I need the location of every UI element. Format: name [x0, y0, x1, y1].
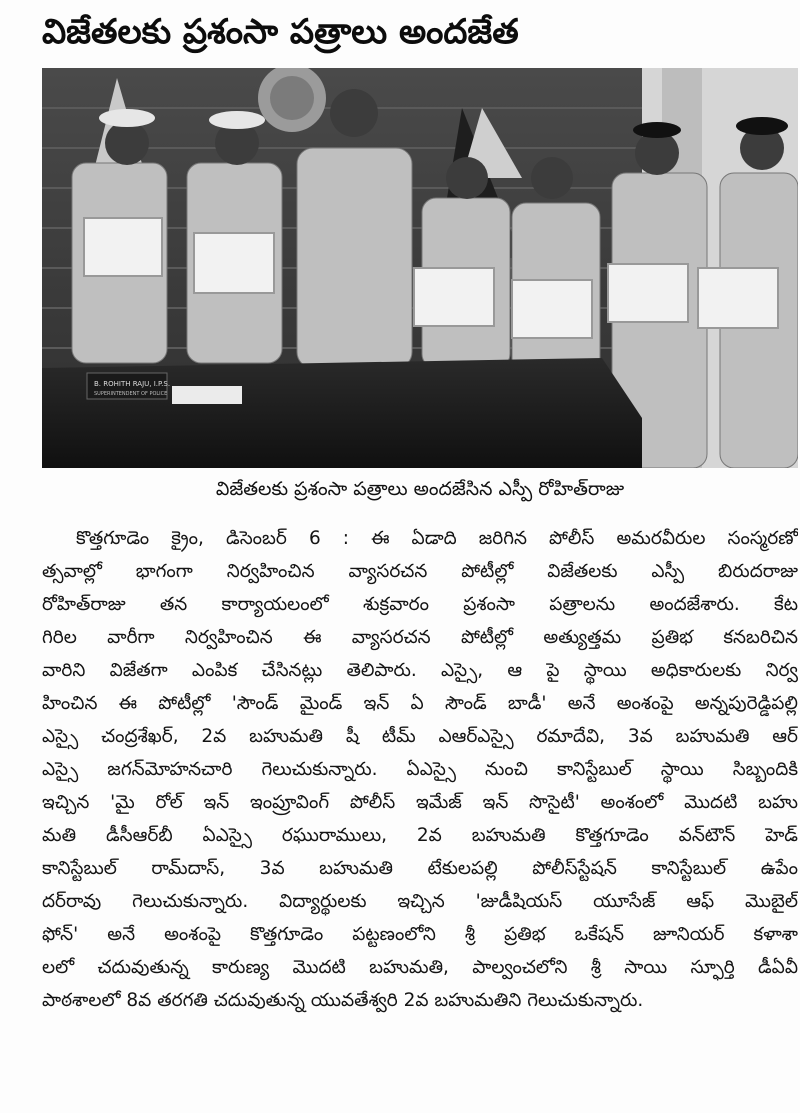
article-line: రోహిత్‌రాజు తన కార్యాయలంలో శుక్రవారం ప్రశంసా పత్రాలను అందజేశారు. కేట	[42, 594, 798, 615]
article-line: కానిస్టేబుల్ రామ్‌దాస్, 3వ బహుమతి టేకులపల్లి పోలీస్‌స్టేషన్ కానిస్టేబుల్ ఉపేం	[42, 858, 798, 879]
headline: విజేతలకు ప్రశంసా పత్రాలు అందజేత	[42, 12, 519, 52]
group-photo	[42, 68, 798, 468]
article-line: దర్‌రావు గెలుచుకున్నారు. విద్యార్థులకు ఇచ్చిన 'జుడీషియస్ యూసేజ్ ఆఫ్ మొబైల్	[42, 891, 798, 912]
article-line: గిరిల వారీగా నిర్వహించిన ఈ వ్యాసరచన పోటీల్లో అత్యుత్తమ ప్రతిభ కనబరిచిన	[42, 627, 798, 648]
article-body	[42, 522, 798, 1017]
article-line: కొత్తగూడెం క్రైం, డిసెంబర్ 6 : ఈ ఏడాది జరిగిన పోలీస్ అమరవీరుల సంస్మరణో	[76, 528, 798, 549]
article-line: వారిని విజేతగా ఎంపిక చేసినట్లు తెలిపారు. ఎస్సై, ఆ పై స్థాయి అధికారులకు నిర్వ	[42, 660, 798, 681]
nameplate-subtext: SUPERINTENDENT OF POLICE	[94, 391, 168, 397]
group-photo-icon	[42, 68, 798, 468]
photo-caption: విజేతలకు ప్రశంసా పత్రాలు అందజేసిన ఎస్పీ రోహిత్‌రాజు	[215, 478, 625, 500]
article-line: త్సవాల్లో భాగంగా నిర్వహించిన వ్యాసరచన పోటీల్లో విజేతలకు ఎస్పీ బిరుదరాజు	[42, 561, 798, 582]
article-line: హించిన ఈ పోటీల్లో 'సౌండ్ మైండ్ ఇన్ ఏ సౌండ్ బాడీ' అనే అంశంపై అన్నపురెడ్డిపల్లి	[42, 693, 798, 714]
nameplate-text: B. ROHITH RAJU, I.P.S.	[94, 380, 171, 388]
article-line: ఫోన్' అనే అంశంపై కొత్తగూడెం పట్టణంలోని శ్రీ ప్రతిభ ఒకేషన్ జూనియర్ కళాశా	[42, 924, 798, 945]
article-line: మతి డీసీఆర్‌బీ ఏఎస్సై రఘురాములు, 2వ బహుమతి కొత్తగూడెం వన్‌టౌన్ హెడ్	[42, 825, 798, 846]
article-line: ఇచ్చిన 'మై రోల్ ఇన్ ఇంప్రూవింగ్ పోలీస్ ఇమేజ్ ఇన్ సొసైటీ' అంశంలో మొదటి బహు	[42, 792, 798, 813]
article-line: లలో చదువుతున్న కారుణ్య మొదటి బహుమతి, పాల్వంచలోని శ్రీ సాయి స్ఫూర్తి డీఏవీ	[42, 957, 798, 978]
article-line: పాఠశాలలో 8వ తరగతి చదువుతున్న యువతేశ్వరి 2వ బహుమతిని గెలుచుకున్నారు.	[42, 990, 644, 1011]
article-line: ఎస్సై జగన్‌మోహనచారి గెలుచుకున్నారు. ఏఎస్సై నుంచి కానిస్టేబుల్ స్థాయి సిబ్బందికి	[42, 759, 798, 780]
article-line: ఎస్సై చంద్రశేఖర్, 2వ బహుమతి షీ టీమ్ ఎఆర్ఎస్సై రమాదేవి, 3వ బహుమతి ఆర్	[42, 726, 798, 747]
